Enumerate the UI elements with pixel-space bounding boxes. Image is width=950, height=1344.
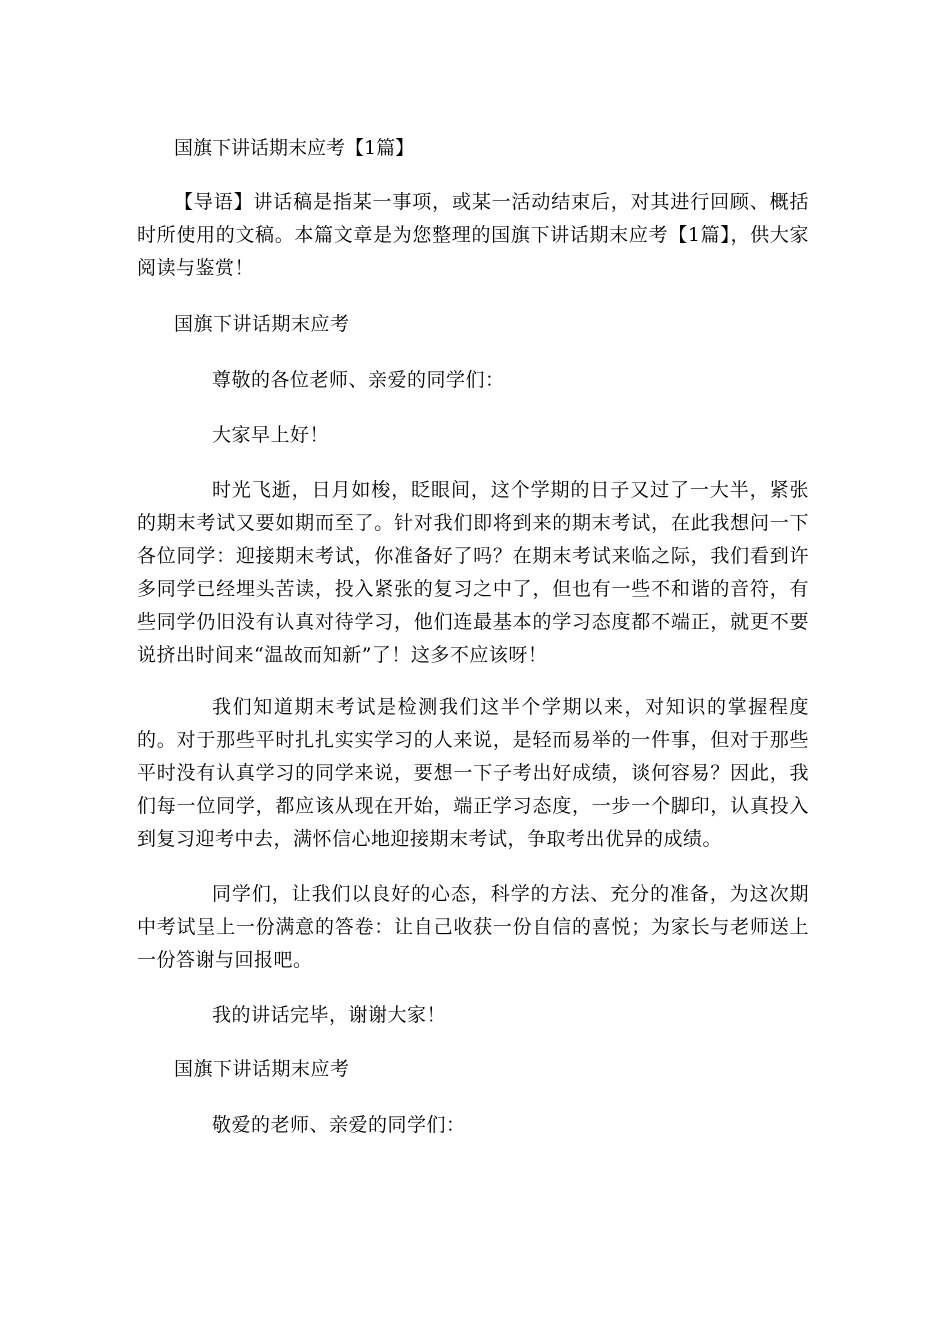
speech1-paragraph-1: 时光飞逝，日月如梭，眨眼间，这个学期的日子又过了一大半，紧张的期末考试又要如期而至了。针对我们即将到来的期末考试，在此我想问一下各位同学：迎接期末考试，你准备好了吗？在期末考试来临之际，我们看到许多同学已经埋头苦读，投入紧张的复习之中了，但也有一些不和谐的音符，有些同学仍旧没有认真对待学习，他们连最基本的学习态度都不端正，就更不要说挤出时间来“温故而知新”了！这多不应该呀！: [137, 479, 809, 666]
speech2-salutation: 敬爱的老师、亲爱的同学们：: [212, 1114, 466, 1136]
intro-paragraph: 【导语】讲话稿是指某一事项，或某一活动结束后，对其进行回顾、概括时所使用的文稿。本篇文章是为您整理的国旗下讲话期末应考【1篇】，供大家阅读与鉴赏！: [137, 191, 809, 279]
document-title: 国旗下讲话期末应考【1篇】: [174, 137, 415, 159]
speech1-paragraph-2: 我们知道期末考试是检测我们这半个学期以来，对知识的掌握程度的。对于那些平时扎扎实实学习的人来说，是轻而易举的一件事，但对于那些平时没有认真学习的同学来说，要想一下子考出好成绩，谈何容易？因此，我们每一位同学，都应该从现在开始，端正学习态度，一步一个脚印，认真投入到复习迎考中去，满怀信心地迎接期末考试，争取考出优异的成绩。: [137, 696, 809, 850]
speech1-heading: 国旗下讲话期末应考: [174, 313, 350, 335]
speech1-greeting: 大家早上好！: [212, 424, 330, 446]
speech1-closing: 我的讲话完毕，谢谢大家！: [212, 1004, 447, 1026]
speech1-salutation: 尊敬的各位老师、亲爱的同学们：: [212, 369, 505, 391]
speech2-heading: 国旗下讲话期末应考: [174, 1058, 350, 1080]
speech1-paragraph-3: 同学们，让我们以良好的心态，科学的方法、充分的准备，为这次期中考试呈上一份满意的答卷：让自己收获一份自信的喜悦；为家长与老师送上一份答谢与回报吧。: [137, 883, 809, 971]
